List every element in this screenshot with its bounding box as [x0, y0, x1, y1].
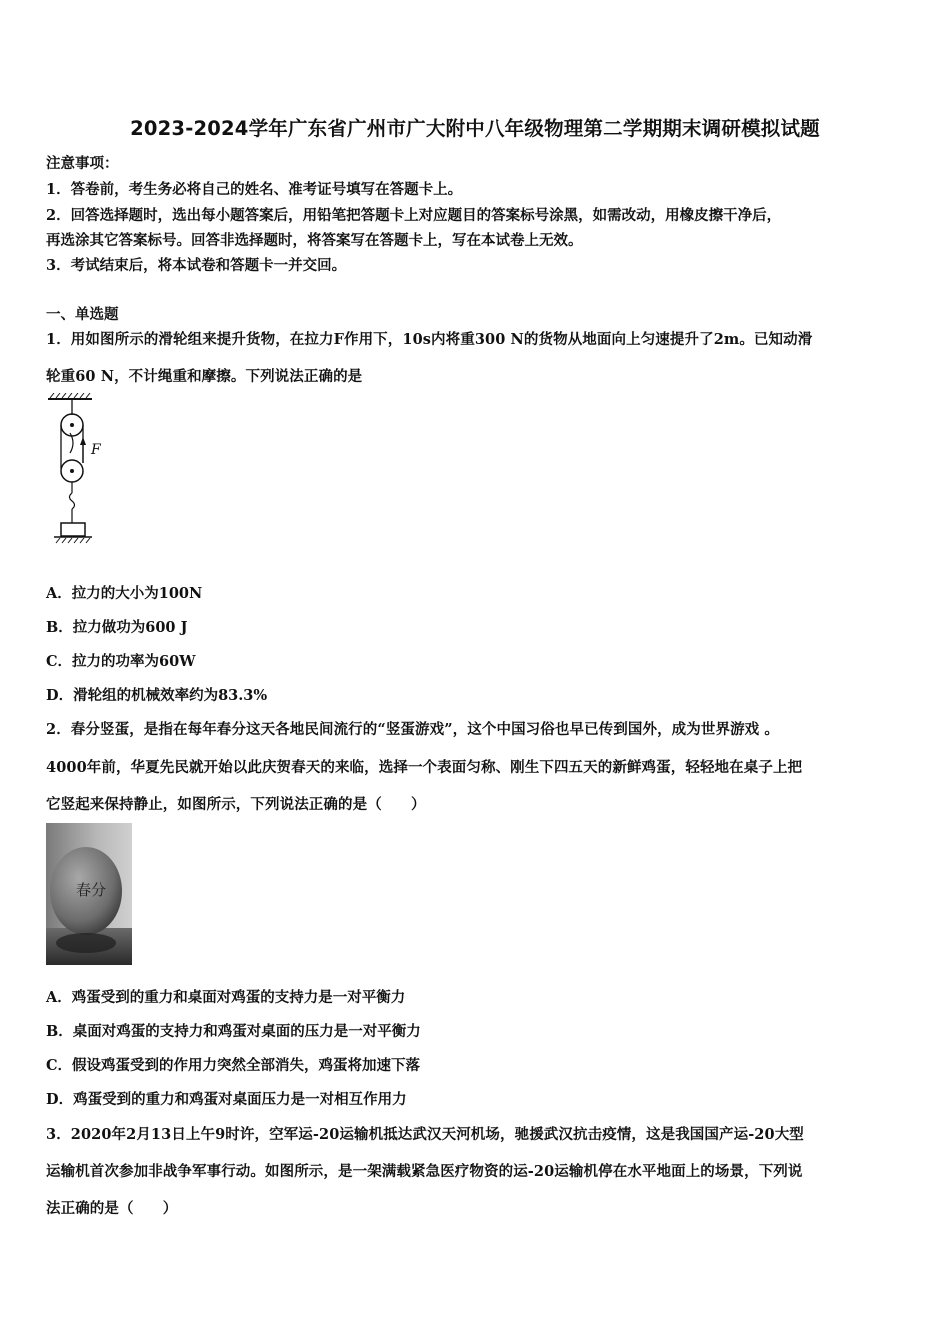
q2-stem-line-3: 它竖起来保持静止，如图所示，下列说法正确的是（ ）	[46, 796, 426, 813]
notice-item-2-cont: 再选涂其它答案标号。回答非选择题时，将答案写在答题卡上，写在本试卷上无效。	[46, 232, 583, 249]
force-label: F	[91, 442, 101, 458]
page-title: 2023-2024学年广东省广州市广大附中八年级物理第二学期期末调研模拟试题	[130, 117, 820, 140]
q3-stem-line-2: 运输机首次参加非战争军事行动。如图所示，是一架满载紧急医疗物资的运-20运输机停在水平地面上的场景，下列说	[46, 1163, 803, 1180]
notice-item-3: 3．考试结束后，将本试卷和答题卡一并交回。	[46, 257, 347, 274]
q1-option-a: A．拉力的大小为100N	[46, 585, 203, 602]
notice-item-2: 2．回答选择题时，选出每小题答案后，用铅笔把答题卡上对应题目的答案标号涂黑，如需改动，用橡皮擦干净后，	[46, 207, 782, 224]
q1-stem-line-1: 1．用如图所示的滑轮组来提升货物，在拉力F作用下，10s内将重300 N的货物从地面向上匀速提升了2m。已知动滑	[46, 331, 813, 348]
pulley-figure	[46, 393, 116, 548]
q2-option-b: B．桌面对鸡蛋的支持力和鸡蛋对桌面的压力是一对平衡力	[46, 1023, 421, 1040]
q2-stem-line-2: 4000年前，华夏先民就开始以此庆贺春天的来临，选择一个表面匀称、刚生下四五天的新鲜鸡蛋，轻轻地在桌子上把	[46, 759, 803, 776]
q3-stem-line-3: 法正确的是（ ）	[46, 1200, 178, 1217]
q3-stem-line-1: 3．2020年2月13日上午9时许，空军运-20运输机抵达武汉天河机场，驰援武汉抗击疫情，这是我国国产运-20大型	[46, 1126, 804, 1143]
q2-option-c: C．假设鸡蛋受到的作用力突然全部消失，鸡蛋将加速下落	[46, 1057, 421, 1074]
notice-heading: 注意事项：	[46, 155, 119, 172]
section-heading: 一、单选题	[46, 306, 119, 323]
egg-photo	[46, 823, 132, 965]
q1-option-c: C．拉力的功率为60W	[46, 653, 196, 670]
q2-option-a: A．鸡蛋受到的重力和桌面对鸡蛋的支持力是一对平衡力	[46, 989, 406, 1006]
notice-item-1: 1．答卷前，考生务必将自己的姓名、准考证号填写在答题卡上。	[46, 181, 463, 198]
q1-stem-line-2: 轮重60 N，不计绳重和摩擦。下列说法正确的是	[46, 368, 363, 385]
q1-option-b: B．拉力做功为600 J	[46, 619, 188, 636]
q2-stem-line-1: 2．春分竖蛋，是指在每年春分这天各地民间流行的“竖蛋游戏”，这个中国习俗也早已传到国外，成为世界游戏 。	[46, 721, 780, 738]
q1-option-d: D．滑轮组的机械效率约为83.3%	[46, 687, 268, 704]
q2-option-d: D．鸡蛋受到的重力和鸡蛋对桌面压力是一对相互作用力	[46, 1091, 407, 1108]
egg-inscription: 春分	[76, 881, 107, 899]
